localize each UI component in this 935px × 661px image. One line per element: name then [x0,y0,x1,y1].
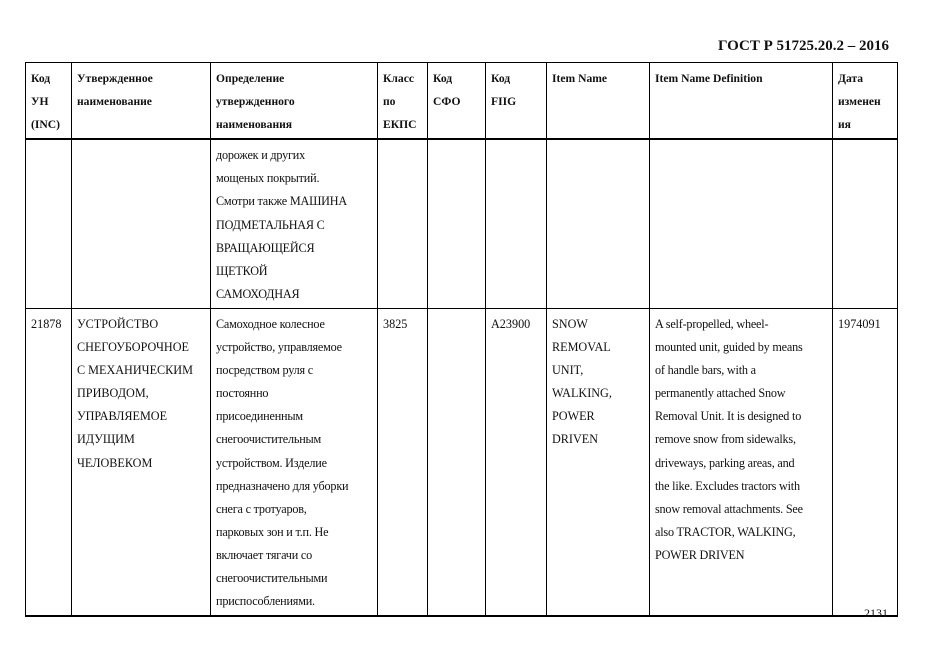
header-text-line: Определение [216,72,285,85]
cell-text-line: присоединенным [216,409,303,424]
cell-text-line: УСТРОЙСТВО [77,316,159,331]
cell-text-line: дорожек и других [216,148,306,163]
table-header-row [26,63,898,140]
cell-text-line: предназначено для уборки [216,478,349,493]
cell-text-line: ПРИВОДОМ, [77,386,149,401]
cell-change-date [833,139,898,308]
cell-item-name [547,139,650,308]
header-text-line: утвержденного [216,95,295,109]
cell-text-line: POWER [552,409,595,424]
cell-text-line: POWER DRIVEN [655,547,745,562]
table-body [26,139,898,616]
cell-text-line: also TRACTOR, WALKING, [655,524,796,539]
cell-text-line: УПРАВЛЯЕМОЕ [77,409,168,424]
catalog-table [25,62,898,617]
cell-text-line: 21878 [31,316,62,331]
cell-text-line: SNOW [552,316,588,331]
cell-text-line: snow removal attachments. See [655,501,803,516]
column-header-code-sfo [428,63,486,140]
cell-text-line: снегоочистительным [216,432,322,447]
cell-approved-name [72,308,211,616]
header-text-line: УН [31,95,49,109]
cell-text-line: устройством. Изделие [216,455,327,470]
cell-text-line: 1974091 [838,316,881,331]
column-header-code-inc [26,63,72,140]
cell-text-line: С МЕХАНИЧЕСКИМ [77,363,193,378]
column-header-item-name [547,63,650,140]
cell-approved-name [72,139,211,308]
header-text-line: по [383,95,396,109]
column-header-class-ekps [378,63,428,140]
cell-text-line: снегоочистительными [216,570,328,585]
cell-class-ekps [378,308,428,616]
cell-text-line: ЧЕЛОВЕКОМ [77,455,153,470]
cell-text-line: WALKING, [552,386,612,401]
cell-text-line: REMOVAL [552,340,611,355]
column-header-change-date [833,63,898,140]
cell-text-line: the like. Excludes tractors with [655,478,800,493]
cell-text-line: парковых зон и т.п. Не [216,524,329,539]
cell-text-line: мощеных покрытий. [216,171,320,186]
cell-text-line: устройство, управляемое [216,340,342,355]
header-text-line: FIIG [491,95,517,109]
cell-code-fiig [486,308,547,616]
header-text-line: Код [491,72,511,85]
cell-text-line: Самоходное колесное [216,316,325,331]
header-text-line: Item Name Definition [655,72,763,85]
header-text-line: ЕКПС [383,118,417,132]
column-header-item-name-definition [650,63,833,140]
header-text-line: изменен [838,95,881,109]
cell-item-name [547,308,650,616]
header-text-line: Item Name [552,72,608,85]
cell-text-line: ИДУЩИМ [77,432,135,447]
document-header: ГОСТ Р 51725.20.2 – 2016 [717,38,889,54]
header-text-line: ия [838,118,851,132]
cell-code-sfo [428,139,486,308]
cell-definition [211,308,378,616]
cell-text-line: снега с тротуаров, [216,501,307,516]
cell-text-line: ЩЕТКОЙ [216,263,268,278]
cell-item-name-definition [650,308,833,616]
cell-text-line: ВРАЩАЮЩЕЙСЯ [216,240,315,255]
cell-text-line: A self-propelled, wheel- [655,316,769,331]
header-text-line: Утвержденное [77,72,153,85]
cell-change-date [833,308,898,616]
cell-text-line: включает тягачи со [216,547,313,562]
column-header-approved-name [72,63,211,140]
cell-code-sfo [428,308,486,616]
cell-definition [211,139,378,308]
header-text-line: (INC) [31,118,60,132]
cell-class-ekps [378,139,428,308]
cell-text-line: Removal Unit. It is designed to [655,409,802,424]
cell-text-line: посредством руля с [216,363,313,378]
column-header-code-fiig [486,63,547,140]
cell-item-name-definition [650,139,833,308]
header-text-line: Код [433,72,453,85]
cell-code-inc [26,139,72,308]
cell-text-line: A23900 [491,316,531,331]
cell-text-line: СНЕГОУБОРОЧНОЕ [77,340,189,355]
cell-code-fiig [486,139,547,308]
table-row [26,139,898,308]
page-number: 2131 [864,606,888,620]
cell-text-line: Смотри также МАШИНА [216,194,347,209]
cell-text-line: постоянно [216,386,269,401]
cell-text-line: 3825 [383,316,408,331]
header-text-line: Класс [383,72,414,85]
cell-code-inc [26,308,72,616]
header-text-line: Дата [838,72,864,85]
header-text-line: Код [31,72,51,85]
cell-text-line: DRIVEN [552,432,599,447]
cell-text-line: приспособлениями. [216,594,315,609]
header-text-line: СФО [433,95,461,109]
cell-text-line: ПОДМЕТАЛЬНАЯ С [216,217,325,232]
cell-text-line: of handle bars, with a [655,363,756,378]
cell-text-line: driveways, parking areas, and [655,455,795,470]
column-header-definition [211,63,378,140]
header-text-line: наименования [216,118,293,132]
table-row [26,308,898,616]
cell-text-line: remove snow from sidewalks, [655,432,796,447]
cell-text-line: UNIT, [552,363,584,378]
header-text-line: наименование [77,95,152,109]
cell-text-line: permanently attached Snow [655,386,786,401]
cell-text-line: mounted unit, guided by means [655,340,803,355]
cell-text-line: САМОХОДНАЯ [216,286,300,301]
